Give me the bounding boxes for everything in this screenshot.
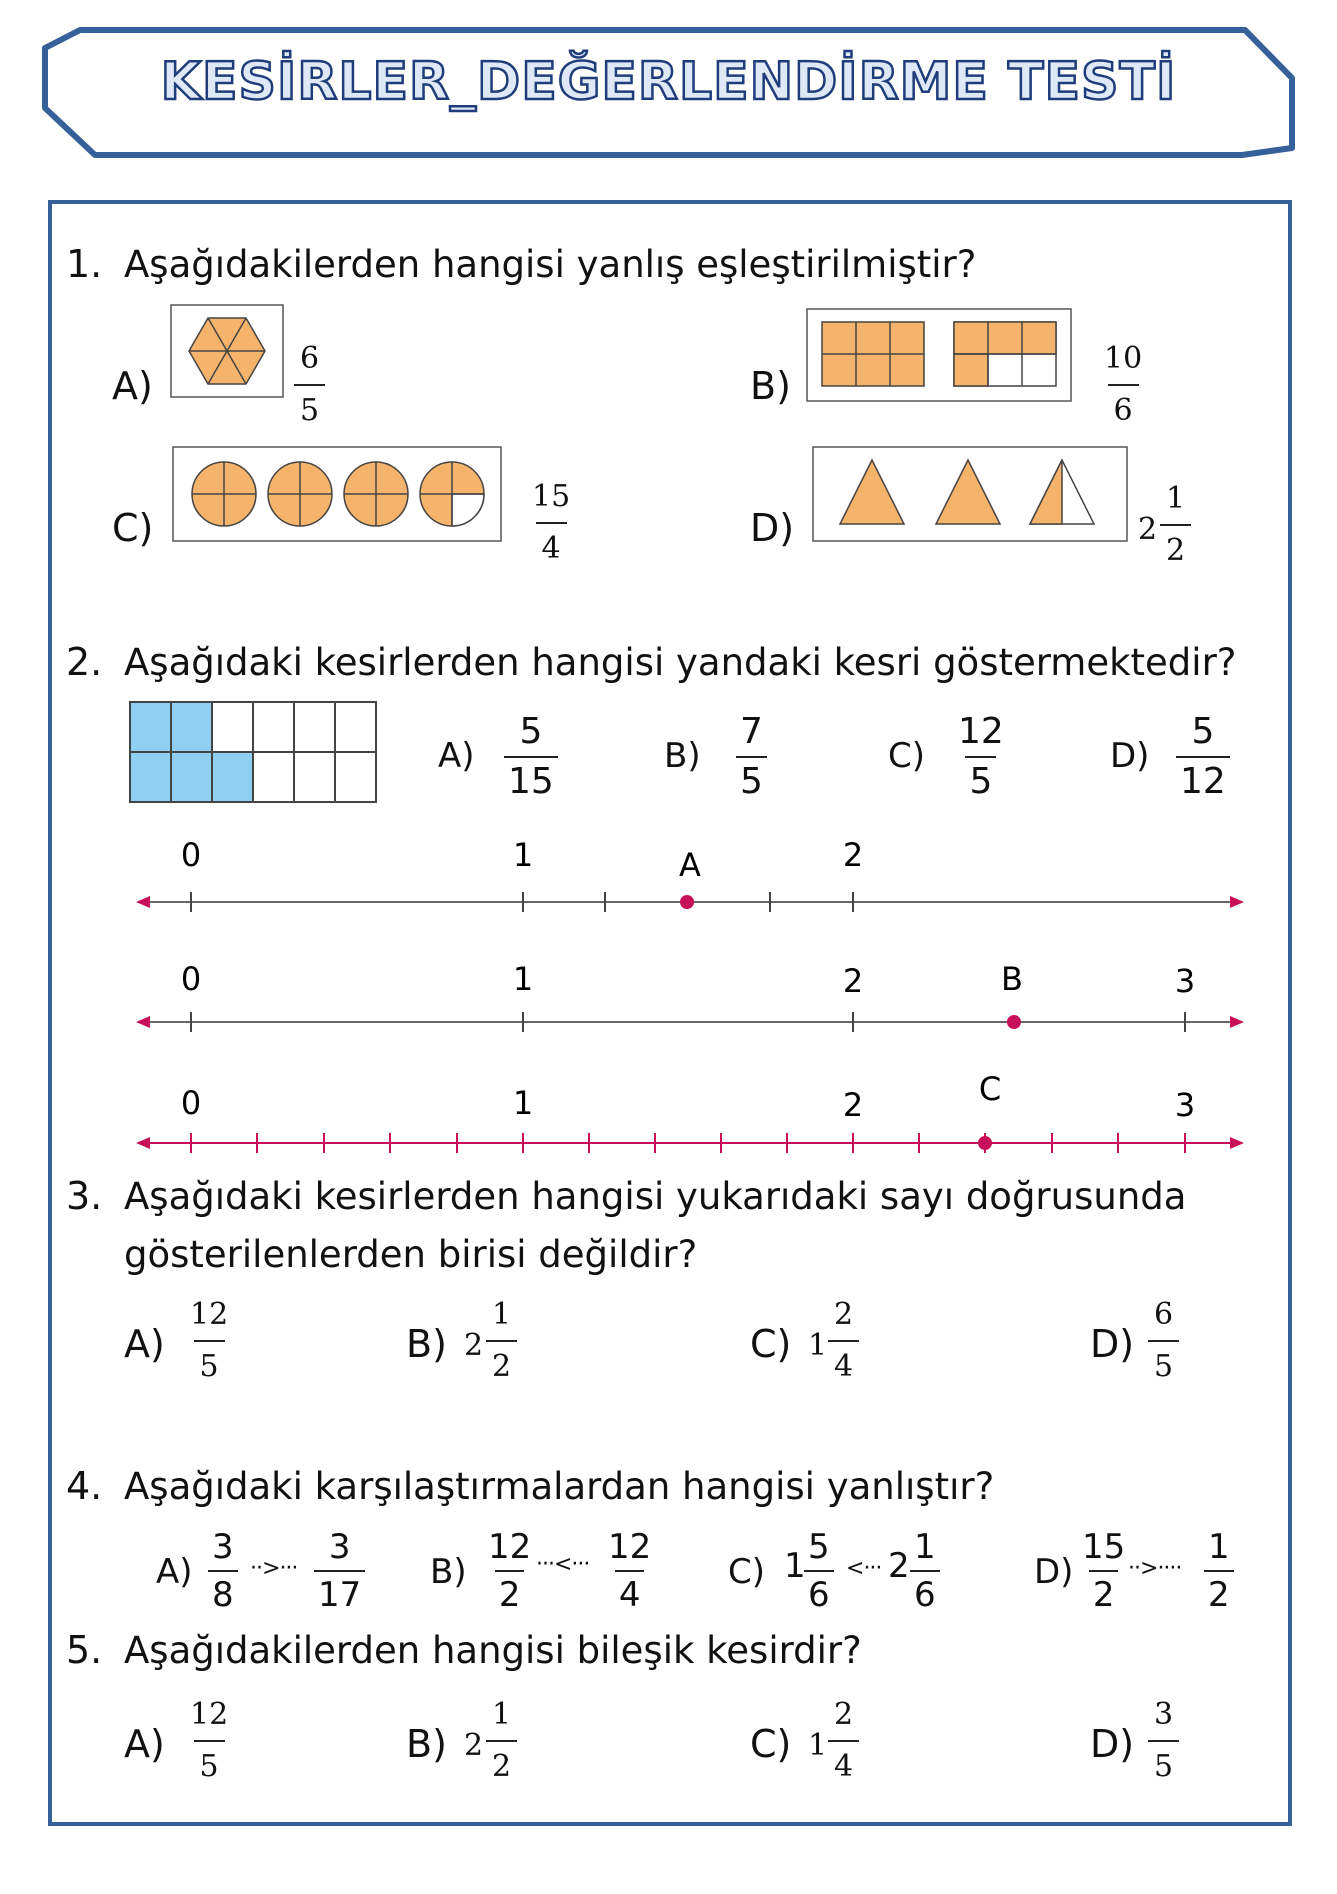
q3-option-a-label[interactable]: A) <box>124 1322 165 1366</box>
comparison-sign: > <box>1140 1556 1158 1581</box>
numerator: 6 <box>300 341 320 376</box>
numerator: 7 <box>740 711 763 752</box>
tick-label: 1 <box>512 960 534 998</box>
comparison-sign: < <box>846 1556 864 1581</box>
denominator: 4 <box>536 522 567 564</box>
denominator: 6 <box>910 1570 940 1612</box>
tick-label: 3 <box>1174 962 1196 1000</box>
q3-option-b-fraction <box>486 1297 517 1384</box>
q3-text-line1: Aşağıdaki kesirlerden hangisi yukarıdaki sayı doğrusunda <box>124 1175 1187 1218</box>
q3-option-b-label[interactable]: B) <box>406 1322 447 1366</box>
q5-option-c-label[interactable]: C) <box>750 1722 792 1766</box>
denominator: 5 <box>294 384 325 426</box>
point-a-label: A <box>679 846 701 884</box>
numerator: 3 <box>328 1527 351 1567</box>
numerator: 1 <box>492 1297 512 1332</box>
q1-option-c-label[interactable]: C) <box>112 506 154 550</box>
q5-text: Aşağıdakilerden hangisi bileşik kesirdir? <box>124 1629 862 1672</box>
tick-label: 2 <box>842 1086 864 1124</box>
q5-number: 5. <box>66 1628 103 1672</box>
tick-label: 2 <box>842 836 864 874</box>
q1-option-a-fraction <box>294 341 325 428</box>
q4-option-c-left <box>804 1527 834 1615</box>
denominator: 6 <box>804 1570 834 1612</box>
q5-option-b-fraction <box>486 1697 517 1784</box>
tick-label: 1 <box>512 836 534 874</box>
comparison-sign: < <box>553 1552 572 1577</box>
denominator: 5 <box>194 1340 225 1382</box>
q4-option-d-label[interactable]: D) <box>1034 1552 1074 1592</box>
q1-option-a-label[interactable]: A) <box>112 364 153 408</box>
point-c-marker <box>978 1136 992 1150</box>
q3-option-a-fraction <box>184 1297 234 1384</box>
q4-option-d-left <box>1078 1527 1129 1615</box>
q2-option-d-label[interactable]: D) <box>1110 736 1150 776</box>
q3-option-d-fraction <box>1148 1297 1179 1384</box>
q4-option-d-right <box>1204 1527 1234 1615</box>
q3-option-d-label[interactable]: D) <box>1090 1322 1135 1366</box>
q4-option-b-sign: ···<··· <box>536 1552 590 1577</box>
denominator: 5 <box>194 1740 225 1782</box>
q5-option-b-whole: 2 <box>464 1728 484 1763</box>
q4-option-c-sign: <··· <box>846 1556 882 1581</box>
denominator: 2 <box>486 1740 517 1782</box>
denominator: 6 <box>1108 384 1139 426</box>
tick-label: 3 <box>1174 1086 1196 1124</box>
point-b-label: B <box>1001 960 1023 998</box>
hexagon-picture <box>170 304 284 398</box>
q3-option-c-whole: 1 <box>808 1328 828 1363</box>
numerator: 12 <box>488 1527 532 1567</box>
shaded-grid <box>128 700 382 806</box>
denominator: 2 <box>486 1340 517 1382</box>
q3-text-line2: gösterilenlerden birisi değildir? <box>124 1233 698 1276</box>
q2-option-b-fraction <box>736 711 767 802</box>
q4-text: Aşağıdaki karşılaştırmalardan hangisi yanlıştır? <box>124 1465 995 1508</box>
q5-option-d-label[interactable]: D) <box>1090 1722 1135 1766</box>
q1-number: 1. <box>66 242 103 286</box>
q1-option-c-fraction <box>526 479 576 566</box>
denominator: 2 <box>1204 1570 1234 1612</box>
q1-option-b-fraction <box>1098 341 1148 428</box>
rectangles-picture <box>806 308 1072 402</box>
denominator: 5 <box>1148 1340 1179 1382</box>
q4-option-c-label[interactable]: C) <box>728 1552 766 1592</box>
denominator: 2 <box>1089 1570 1119 1612</box>
tick-label: 1 <box>512 1084 534 1122</box>
q2-option-b-label[interactable]: B) <box>664 736 701 776</box>
tick-label: 0 <box>180 836 202 874</box>
q4-option-a-sign: ··>··· <box>250 1556 298 1581</box>
number-line-c <box>136 1070 1244 1153</box>
numerator: 15 <box>532 479 571 514</box>
q4-option-a-label[interactable]: A) <box>156 1552 193 1592</box>
q4-option-b-left <box>484 1527 535 1615</box>
q2-option-c-fraction <box>954 711 1008 802</box>
q4-option-a-left <box>208 1527 238 1615</box>
q4-option-c-left-whole: 1 <box>784 1546 806 1586</box>
number-line-a <box>136 836 1244 912</box>
numerator: 1 <box>914 1527 936 1567</box>
q2-number: 2. <box>66 640 103 684</box>
q4-option-a-right <box>314 1527 365 1615</box>
q5-option-d-fraction <box>1148 1697 1179 1784</box>
number-line-b <box>136 960 1244 1032</box>
q3-option-b-whole: 2 <box>464 1328 484 1363</box>
q2-option-d-fraction <box>1176 711 1230 802</box>
triangles-picture <box>812 446 1128 542</box>
q5-option-c-fraction <box>828 1697 859 1784</box>
numerator: 2 <box>834 1297 854 1332</box>
point-b-marker <box>1007 1015 1021 1029</box>
q3-option-c-fraction <box>828 1297 859 1384</box>
tick-label: 0 <box>180 1084 202 1122</box>
numerator: 1 <box>1166 481 1186 516</box>
numerator: 2 <box>834 1697 854 1732</box>
denominator: 5 <box>965 756 996 800</box>
numerator: 12 <box>190 1297 229 1332</box>
numerator: 5 <box>519 711 543 752</box>
numerator: 6 <box>1154 1297 1174 1332</box>
q4-option-b-right <box>604 1527 655 1615</box>
q4-option-d-sign: ··>···· <box>1128 1556 1182 1581</box>
numerator: 5 <box>808 1527 830 1567</box>
denominator: 4 <box>615 1570 645 1612</box>
q3-option-c-label[interactable]: C) <box>750 1322 792 1366</box>
numerator: 12 <box>190 1697 229 1732</box>
tick-label: 0 <box>180 960 202 998</box>
q1-option-d-whole: 2 <box>1138 512 1158 547</box>
denominator: 2 <box>495 1570 525 1612</box>
numerator: 10 <box>1104 341 1143 376</box>
numerator: 12 <box>608 1527 652 1567</box>
comparison-sign: > <box>262 1556 280 1581</box>
q1-option-d-label[interactable]: D) <box>750 506 795 550</box>
denominator: 4 <box>828 1340 859 1382</box>
q5-option-a-fraction <box>184 1697 234 1784</box>
numerator: 1 <box>492 1697 512 1732</box>
numerator: 1 <box>1208 1527 1230 1567</box>
denominator: 5 <box>1148 1740 1179 1782</box>
q2-option-a-fraction <box>504 711 558 802</box>
q5-option-a-label[interactable]: A) <box>124 1722 165 1766</box>
page-title: KESİRLER_DEĞERLENDİRME TESTİ <box>160 52 1177 112</box>
q4-option-b-label[interactable]: B) <box>430 1552 467 1592</box>
numerator: 3 <box>1154 1697 1174 1732</box>
denominator: 12 <box>1176 756 1230 800</box>
denominator: 2 <box>1160 524 1191 566</box>
circles-picture <box>172 446 502 542</box>
q2-option-c-label[interactable]: C) <box>888 736 926 776</box>
q1-option-d-fraction <box>1160 481 1191 568</box>
q4-option-c-right <box>910 1527 940 1615</box>
numerator: 15 <box>1082 1527 1126 1567</box>
q5-option-c-whole: 1 <box>808 1728 828 1763</box>
number-lines <box>0 820 1337 1160</box>
numerator: 5 <box>1191 711 1215 752</box>
denominator: 8 <box>208 1570 238 1612</box>
q3-number: 3. <box>66 1174 103 1218</box>
q2-option-a-label[interactable]: A) <box>438 736 475 776</box>
point-c-label: C <box>978 1070 1002 1108</box>
numerator: 12 <box>958 711 1004 752</box>
denominator: 5 <box>736 756 767 800</box>
denominator: 17 <box>314 1570 365 1612</box>
denominator: 15 <box>504 756 558 800</box>
q1-option-b-label[interactable]: B) <box>750 364 791 408</box>
q5-option-b-label[interactable]: B) <box>406 1722 447 1766</box>
q4-number: 4. <box>66 1464 103 1508</box>
denominator: 4 <box>828 1740 859 1782</box>
point-a-marker <box>680 895 694 909</box>
numerator: 3 <box>212 1527 234 1567</box>
q4-option-c-right-whole: 2 <box>888 1546 910 1586</box>
tick-label: 2 <box>842 962 864 1000</box>
q2-text: Aşağıdaki kesirlerden hangisi yandaki kesri göstermektedir? <box>124 641 1237 684</box>
q1-text: Aşağıdakilerden hangisi yanlış eşleştirilmiştir? <box>124 243 977 286</box>
